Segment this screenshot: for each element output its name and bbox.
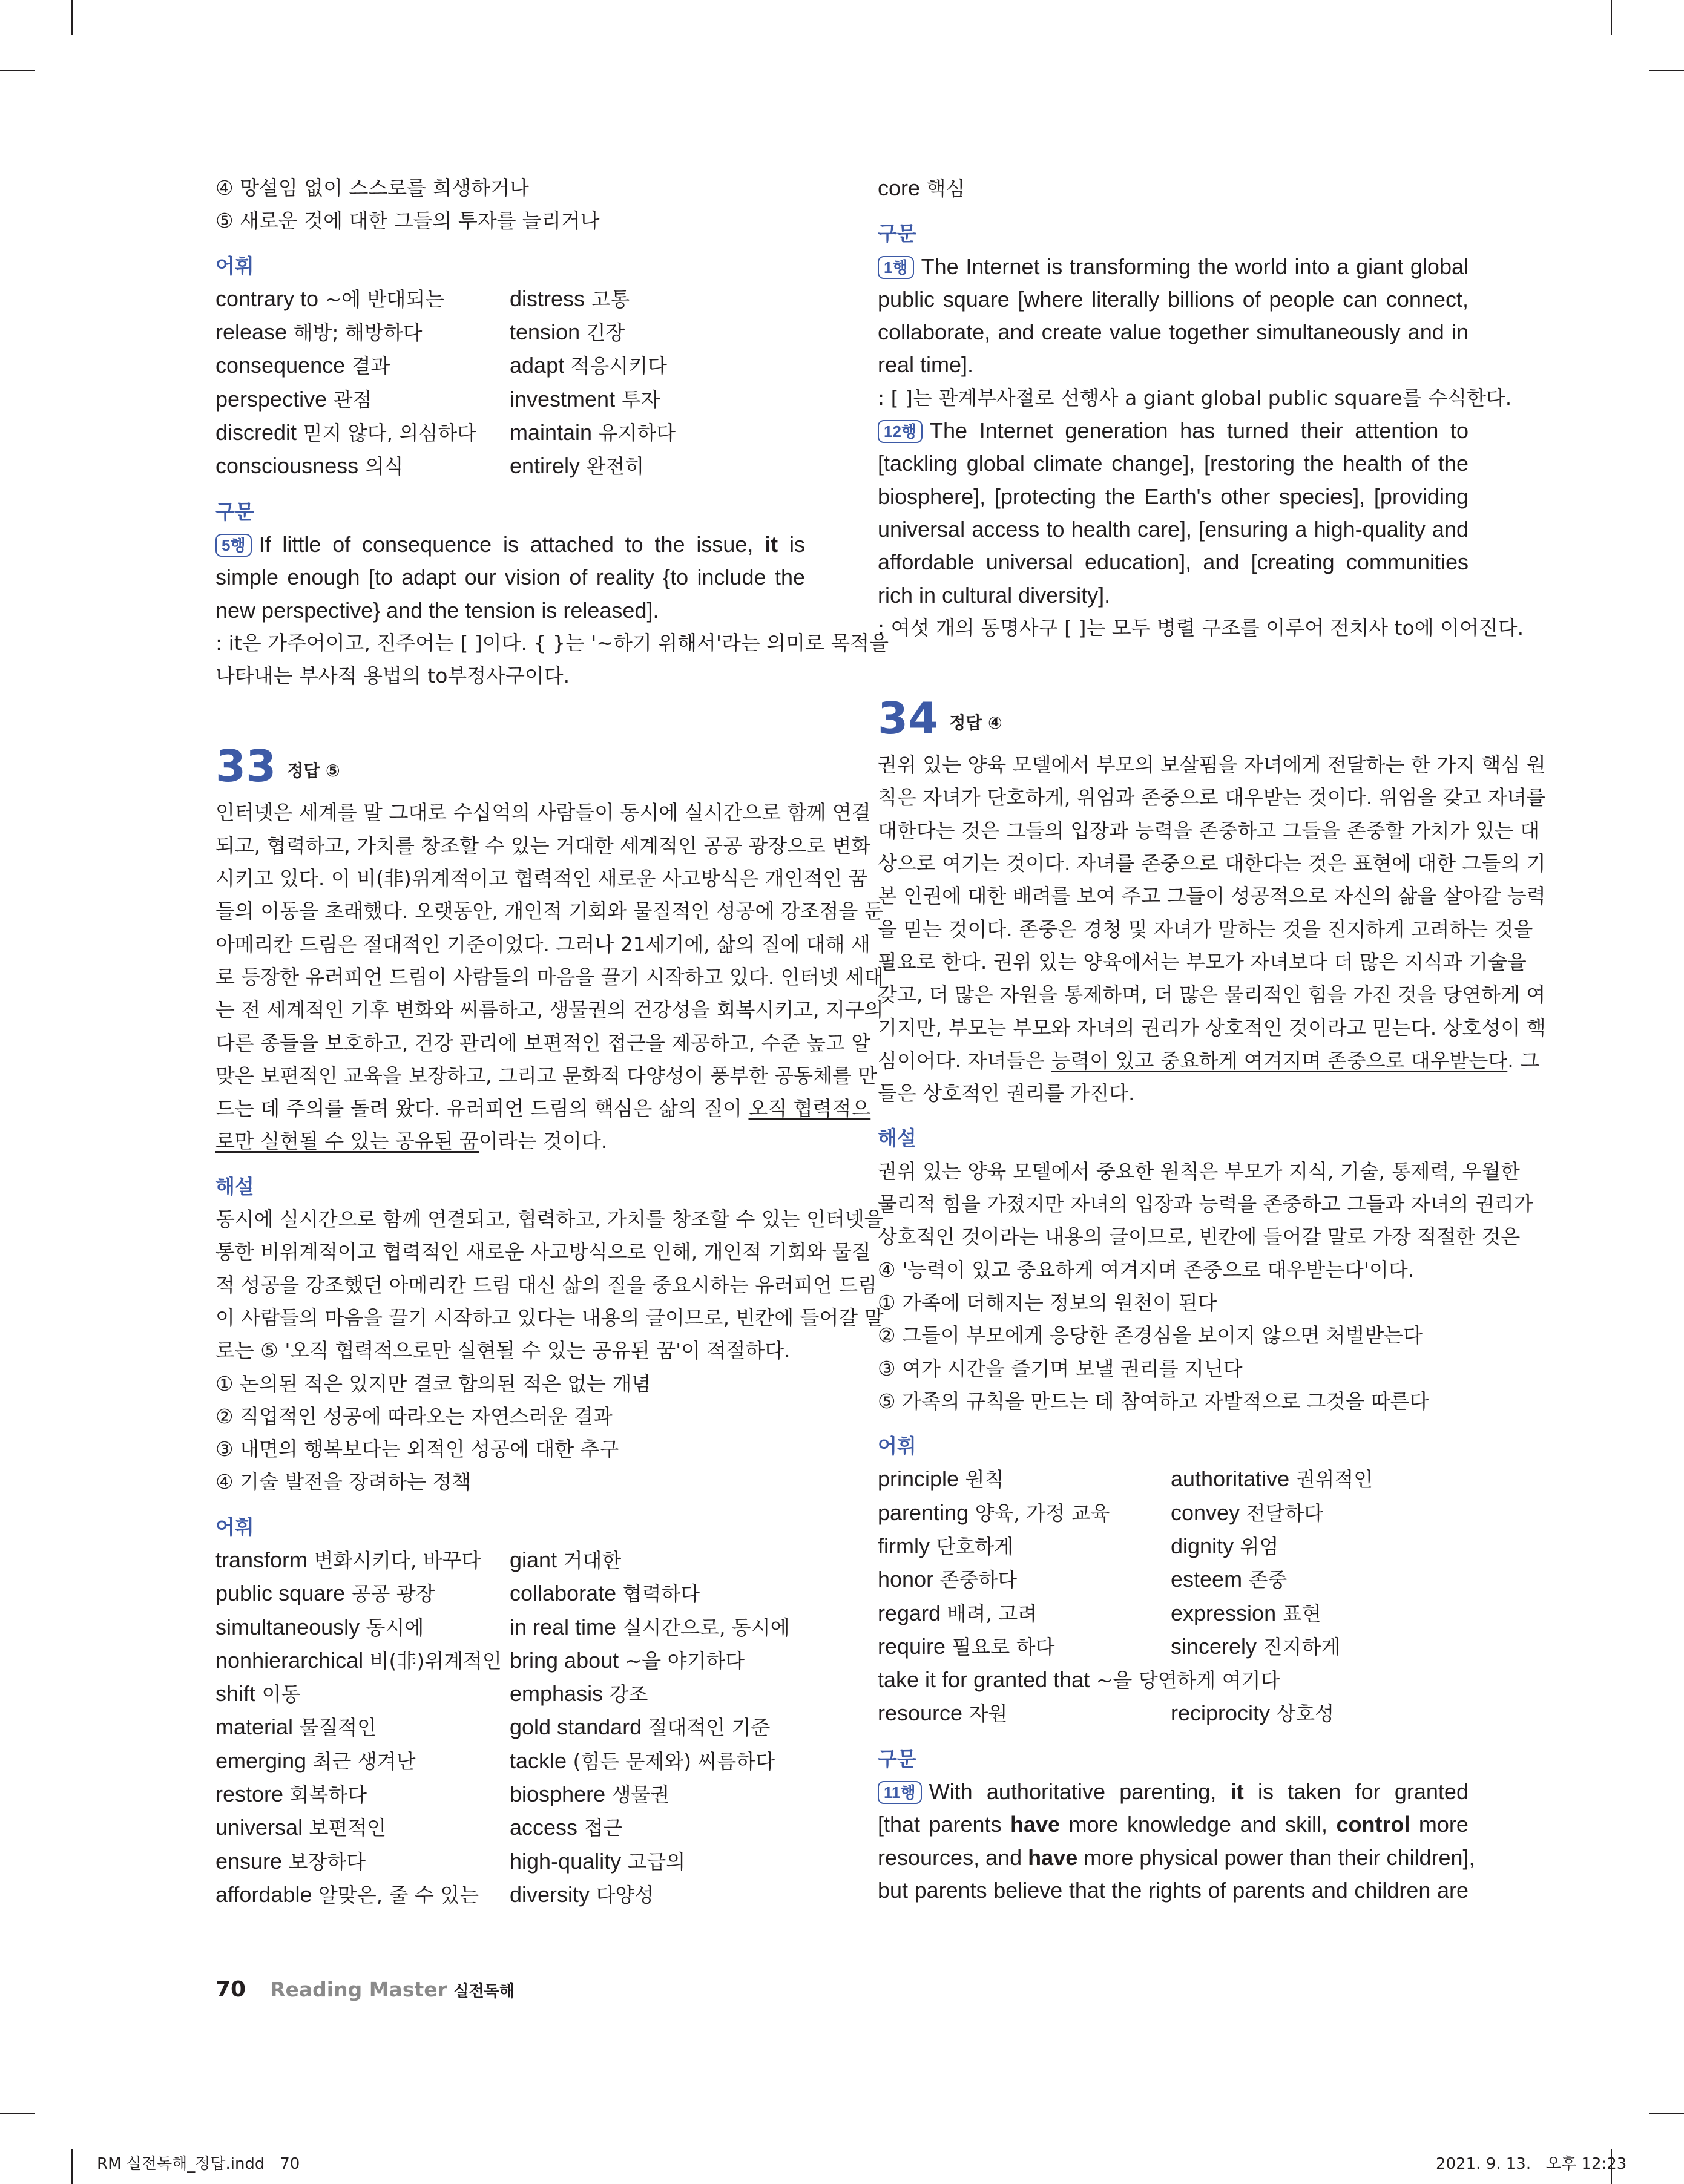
left-column — [215, 172, 889, 1912]
option-line: ④ 기술 발전을 장려하는 정책 — [215, 1470, 472, 1494]
vocab-row: restore 회복하다 biosphere 생물권 — [215, 1782, 670, 1807]
syntax-line: 5행 If little of consequence is attached to the issue, it is — [215, 528, 805, 561]
right-column — [878, 172, 1546, 1907]
question-number: 33 — [215, 741, 277, 792]
vocab-row: consequence 결과 adapt 적응시키다 — [215, 353, 667, 378]
file-info: RM 실전독해_정답.indd 70 — [97, 2155, 300, 2173]
vocab-row: ensure 보장하다 high-quality 고급의 — [215, 1848, 686, 1874]
option-line: ⑤ 가족의 규칙을 만드는 데 참여하고 자발적으로 그것을 따른다 — [878, 1389, 1429, 1413]
explanation-body: 동시에 실시간으로 함께 연결되고, 협력하고, 가치를 창조할 수 있는 인터넷을 통한 비위계적이고 협력적인 새로운 사고방식으로 인해, 개인적 기회와 물질 적 성공을 강조했던 아메리칸 드림 대신 삶의 질을 중요시하는 유러피언 드림 이 사람들의 마음을 끌기 시작하고 있다는 내용의 글이므로, 빈칸에 들어갈 말 로는 ⑤ '오직 협력적으로만 실현될 수 있는 공유된 꿈'이 적절하다. ① 논의된 적은 있지만 결코 합의된 적은 없는 개념 ② 직업적인 성공에 따라오는 자연스러운 결과 ③ 내면의 행복보다는 외적인 성공에 대한 추구 ④ 기술 발전을 장려하는 정책 — [215, 1203, 805, 1499]
vocab-row: require 필요로 하다 sincerely 진지하게 — [878, 1633, 1341, 1659]
vocab-row: emerging 최근 생겨난 tackle (힘든 문제와) 씨름하다 — [215, 1748, 775, 1773]
vocab-row: affordable 알맞은, 줄 수 있는 diversity 다양성 — [215, 1881, 654, 1907]
book-subtitle: 실전독해 — [453, 1982, 515, 2001]
syntax-note: 나타내는 부사적 용법의 to부정사구이다. — [215, 664, 570, 688]
translation-body: 인터넷은 세계를 말 그대로 수십억의 사람들이 동시에 실시간으로 함께 연결 되고, 협력하고, 가치를 창조할 수 있는 거대한 세계적인 공공 광장으로 변화 시키고 있다. 이 비(非)위계적이고 협력적인 새로운 사고방식은 개인적인 꿈 들의 이동을 초래했다. 오랫동안, 개인적 기회와 물질적인 성공에 강조점을 둔 아메리칸 드림은 절대적인 기준이었다. 그러나 21세기에, 삶의 질에 대해 새 로 등장한 유러피언 드림이 사람들의 마음을 끌기 시작하고 있다. 인터넷 세대 는 전 세계적인 기후 변화와 씨름하고, 생물권의 건강성을 회복시키고, 지구의 다른 종들을 보호하고, 건강 관리에 보편적인 접근을 제공하고, 수준 높고 알 맞은 보편적인 교육을 보장하고, 그리고 문화적 다양성이 풍부한 공동체를 만 드는 데 주의를 돌려 왔다. 유러피언 드림의 핵심은 삶의 질이 오직 협력적으 로만 실현될 수 있는 공유된 꿈이라는 것이다. — [215, 801, 884, 1153]
syntax-block — [215, 528, 889, 692]
option-line: ② 직업적인 성공에 따라오는 자연스러운 결과 — [215, 1404, 613, 1428]
page-number: 70 — [215, 1977, 246, 2002]
syntax-heading: 구문 — [878, 1746, 916, 1771]
vocab-entry: core 핵심 — [878, 175, 965, 200]
question-number: 34 — [878, 693, 939, 744]
vocab-heading: 어휘 — [878, 1434, 916, 1458]
syntax-heading: 구문 — [215, 499, 254, 523]
answer-label: 정답 ⑤ — [287, 761, 340, 781]
vocab-heading: 어휘 — [215, 1515, 254, 1539]
vocab-row: nonhierarchical 비(非)위계적인 bring about ~을 야기하다 — [215, 1647, 745, 1673]
answer-label: 정답 ④ — [949, 713, 1002, 733]
explanation-heading: 해설 — [215, 1174, 254, 1198]
crop-mark — [1611, 0, 1612, 35]
option-line: ⑤ 새로운 것에 대한 그들의 투자를 늘리거나 — [215, 209, 600, 233]
vocab-row: regard 배려, 고려 expression 표현 — [878, 1600, 1321, 1625]
vocab-row: principle 원칙 authoritative 권위적인 — [878, 1466, 1373, 1492]
syntax-line: simple enough [to adapt our vision of reality {to include the — [215, 565, 805, 590]
vocab-row: take it for granted that ~을 당연하게 여기다 — [878, 1667, 1280, 1693]
vocab-row: discredit 믿지 않다, 의심하다 maintain 유지하다 — [215, 420, 676, 445]
vocab-row: consciousness 의식 entirely 완전히 — [215, 453, 645, 479]
option-line: ② 그들이 부모에게 응당한 존경심을 보이지 않으면 처벌받는다 — [878, 1323, 1423, 1348]
vocab-row: firmly 단호하게 dignity 위엄 — [878, 1533, 1279, 1558]
option-line: ④ 망설임 없이 스스로를 희생하거나 — [215, 176, 529, 200]
print-timestamp: 2021. 9. 13. 오후 12:23 — [1436, 2155, 1627, 2173]
option-line: ① 논의된 적은 있지만 결코 합의된 적은 없는 개념 — [215, 1371, 651, 1395]
vocab-row: universal 보편적인 access 접근 — [215, 1815, 623, 1840]
line-badge: 11행 — [878, 1781, 922, 1804]
option-line: ③ 내면의 행복보다는 외적인 성공에 대한 추구 — [215, 1437, 619, 1461]
crop-mark — [0, 70, 35, 71]
vocab-table — [215, 283, 805, 484]
vocab-row: honor 존중하다 esteem 존중 — [878, 1567, 1288, 1592]
syntax-block: 11행 With authoritative parenting, it is taken for granted [that parents have more knowledge and skill, control more resources, and have more physical power than their children], but parents believe that the rights of parents and children are — [878, 1779, 1475, 1903]
syntax-line: new perspective} and the tension is released]. — [215, 597, 659, 623]
syntax-note: : it은 가주어이고, 진주어는 [ ]이다. { }는 '~하기 위해서'라는 의미로 목적을 — [215, 631, 889, 655]
crop-mark — [1649, 2113, 1684, 2114]
line-badge: 5행 — [215, 534, 252, 557]
vocab-row: shift 이동 emphasis 강조 — [215, 1681, 648, 1707]
vocab-row: release 해방; 해방하다 tension 긴장 — [215, 320, 625, 345]
crop-mark — [71, 0, 73, 35]
vocab-row: contrary to ~에 반대되는 distress 고통 — [215, 286, 630, 311]
page-footer — [215, 1976, 515, 2005]
line-badge: 1행 — [878, 256, 914, 279]
book-title: Reading Master — [270, 1978, 447, 2001]
syntax-block: 1행 The Internet is transforming the world into a giant global public square [where literally billions of people can connect, collaborate, and create value together simultaneously and in real time]. : [ ]는 관계부사절로 선행사 a giant global public square를 수식한다. 12행 The Internet generation has turned their attention to [tackling global climate change], [restoring the health of the biosphere], [protecting the Earth's other species], [providing universal access to health care], [ensuring a high-quality and affordable universal education], and [creating communities rich in cultural diversity]. : 여섯 개의 동명사구 [ ]는 모두 병렬 구조를 이루어 전치사 to에 이어진다. — [878, 251, 1469, 645]
explanation-heading: 해설 — [878, 1126, 916, 1150]
translation-body: 권위 있는 양육 모델에서 부모의 보살핌을 자녀에게 전달하는 한 가지 핵심 원 칙은 자녀가 단호하게, 위엄과 존중으로 대우받는 것이다. 위엄을 갖고 자녀를 대한다는 것은 그들의 입장과 능력을 존중하고 그들을 존중할 가치가 있는 대 상으로 여기는 것이다. 자녀를 존중으로 대한다는 것은 표현에 대한 그들의 기 본 인권에 대한 배려를 보여 주고 그들이 성공적으로 자신의 삶을 살아갈 능력 을 믿는 것이다. 존중은 경청 및 자녀가 말하는 것을 진지하게 고려하는 것을 필요로 한다. 권위 있는 양육에서는 부모가 자녀보다 더 많은 지식과 기술을 갖고, 더 많은 자원을 통제하며, 더 많은 물리적인 힘을 가진 것을 당연하게 여 기지만, 부모는 부모와 자녀의 권리가 상호적인 것이라고 믿는다. 상호성이 핵 심이어다. 자녀들은 능력이 있고 중요하게 여겨지며 존중으로 대우받는다. 그 들은 상호적인 권리를 가진다. — [878, 753, 1546, 1106]
crop-mark — [0, 2113, 35, 2114]
vocab-row: parenting 양육, 가정 교육 convey 전달하다 — [878, 1500, 1324, 1525]
syntax-note: : [ ]는 관계부사절로 선행사 a giant global public square를 수식한다. — [878, 385, 1512, 410]
vocab-row: perspective 관점 investment 투자 — [215, 386, 660, 412]
vocab-table — [878, 1463, 1469, 1730]
vocab-heading: 어휘 — [215, 254, 254, 278]
line-badge: 12행 — [878, 420, 923, 443]
vocab-row: transform 변화시키다, 바꾸다 giant 거대한 — [215, 1547, 622, 1572]
option-line: ③ 여가 시간을 즐기며 보낼 권리를 지닌다 — [878, 1356, 1243, 1380]
vocab-row: material 물질적인 gold standard 절대적인 기준 — [215, 1714, 771, 1740]
question-header — [878, 693, 1469, 745]
vocab-row: simultaneously 동시에 in real time 실시간으로, 동시에 — [215, 1614, 790, 1639]
vocab-row: resource 자원 reciprocity 상호성 — [878, 1700, 1335, 1726]
explanation-body: 권위 있는 양육 모델에서 중요한 원칙은 부모가 지식, 기술, 통제력, 우월한 물리적 힘을 가졌지만 자녀의 입장과 능력을 존중하고 그들과 자녀의 권리가 상호적인 것이라는 내용의 글이므로, 빈칸에 들어갈 말로 가장 적절한 것은 ④ '능력이 있고 중요하게 여겨지며 존중으로 대우받는다'이다. ① 가족에 더해지는 정보의 원천이 된다 ② 그들이 부모에게 응당한 존경심을 보이지 않으면 처벌받는다 ③ 여가 시간을 즐기며 보낼 권리를 지닌다 ⑤ 가족의 규칙을 만드는 데 참여하고 자발적으로 그것을 따른다 — [878, 1155, 1469, 1418]
option-line: ① 가족에 더해지는 정보의 원천이 된다 — [878, 1290, 1217, 1314]
vocab-table — [215, 1544, 805, 1912]
vocab-row: public square 공공 광장 collaborate 협력하다 — [215, 1581, 700, 1606]
crop-mark — [1649, 70, 1684, 71]
question-header — [215, 741, 805, 793]
syntax-note: : 여섯 개의 동명사구 [ ]는 모두 병렬 구조를 이루어 전치사 to에 이어진다. — [878, 615, 1524, 640]
syntax-heading: 구문 — [878, 221, 916, 246]
crop-mark — [71, 2149, 73, 2184]
